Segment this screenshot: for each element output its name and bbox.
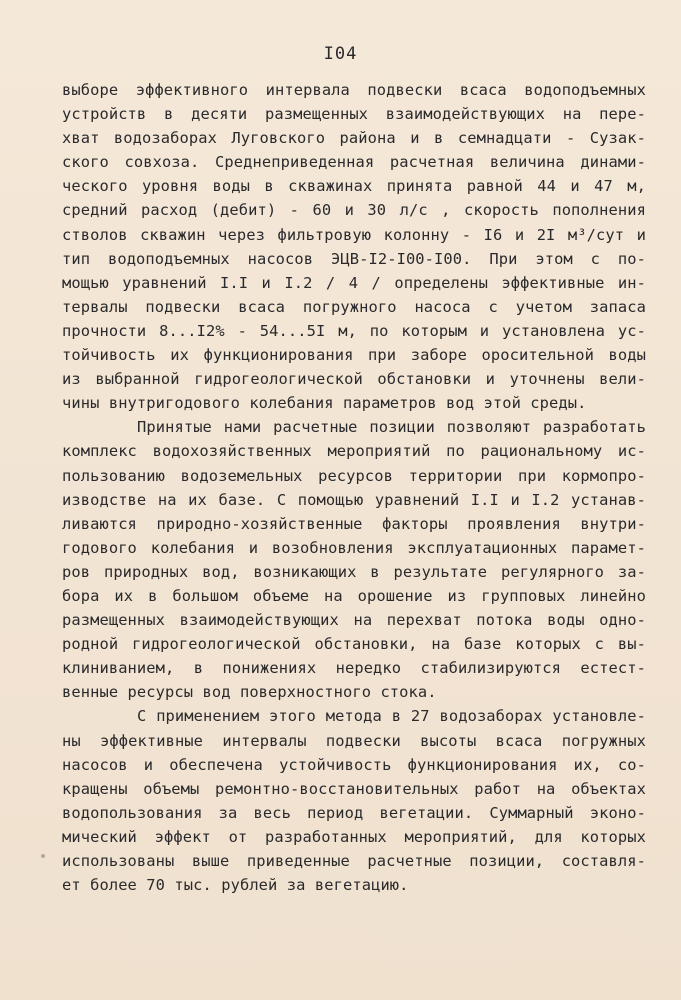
text-line: устройств в десяти размещенных взаимодействующих на пере- (62, 105, 646, 124)
text-line: Принятые нами расчетные позиции позволяют разработать (137, 418, 646, 437)
text-line: кращены объемы ремонтно-восстановительных работ на объектах (62, 779, 646, 798)
text-line: выборе эффективного интервала подвески всаса водоподъемных (62, 81, 646, 99)
text-line: ров природных вод, возникающих в результате регулярного за- (62, 562, 646, 581)
text-line: водопользования за весь период вегетации. Суммарный эконо- (62, 803, 646, 822)
text-line: ского совхоза. Среднеприведенная расчетная величина динами- (62, 153, 646, 172)
text-line: комплекс водохозяйственных мероприятий по рациональному ис- (62, 442, 646, 461)
text-line: родной гидрогеологической обстановки, на базе которых с вы- (62, 635, 646, 654)
text-line: хват водозаборах Луговского района и в семнадцати - Сузак- (62, 129, 646, 148)
text-line: тойчивость их функционирования при заборе оросительной воды (62, 346, 646, 365)
text-line: ны эффективные интервалы подвески высоты всаса погружных (62, 731, 646, 750)
text-line: стволов скважин через фильтровую колонну - I6 и 2I м³/сут и (62, 225, 646, 244)
text-line: мический эффект от разработанных мероприятий, для которых (62, 827, 646, 846)
text-line: пользованию водоземельных ресурсов территории при кормопро- (62, 466, 646, 485)
text-line: годового колебания и возобновления эксплуатационных парамет- (62, 538, 646, 557)
paragraph-1 (62, 78, 646, 415)
page-number: I04 (323, 44, 358, 64)
text-line: клиниванием, в понижениях нередко стабилизируются естест- (62, 659, 646, 678)
body-text (62, 78, 646, 897)
text-line: ческого уровня воды в скважинах принята равной 44 и 47 м, (62, 177, 646, 196)
text-line: прочности 8...I2% - 54...5I м, по которым и установлена ус- (62, 321, 646, 340)
text-line: из выбранной гидрогеологической обстановки и уточнены вели- (62, 370, 646, 389)
text-line: средний расход (дебит) - 60 и 30 л/с , скорость пополнения (62, 201, 646, 220)
paper-speck (41, 854, 45, 858)
text-line: С применением этого метода в 27 водозаборах установле- (137, 707, 646, 726)
text-line: чины внутригодового колебания параметров вод этой среды. (62, 394, 587, 413)
text-line: тервалы подвески всаса погружного насоса с учетом запаса (62, 297, 646, 316)
text-line: венные ресурсы вод поверхностного стока. (62, 683, 437, 702)
text-line: ливаются природно-хозяйственные факторы проявления внутри- (62, 514, 646, 533)
text-line: размещенных взаимодействующих на перехват потока воды одно- (62, 611, 646, 630)
text-line: использованы выше приведенные расчетные позиции, составля- (62, 852, 646, 870)
paragraph-3 (62, 704, 646, 897)
text-line: бора их в большом объеме на орошение из групповых линейно (62, 586, 646, 605)
text-line: ет более 70 тыс. рублей за вегетацию. (62, 876, 409, 895)
text-line: изводстве на их базе. С помощью уравнений I.I и I.2 устанав- (62, 490, 646, 509)
paragraph-2 (62, 415, 646, 704)
text-line: насосов и обеспечена устойчивость функционирования их, со- (62, 755, 646, 774)
text-line: тип водоподъемных насосов ЭЦВ-I2-I00-I00. При этом с по- (62, 249, 646, 268)
text-line: мощью уравнений I.I и I.2 / 4 / определены эффективные ин- (62, 273, 646, 292)
